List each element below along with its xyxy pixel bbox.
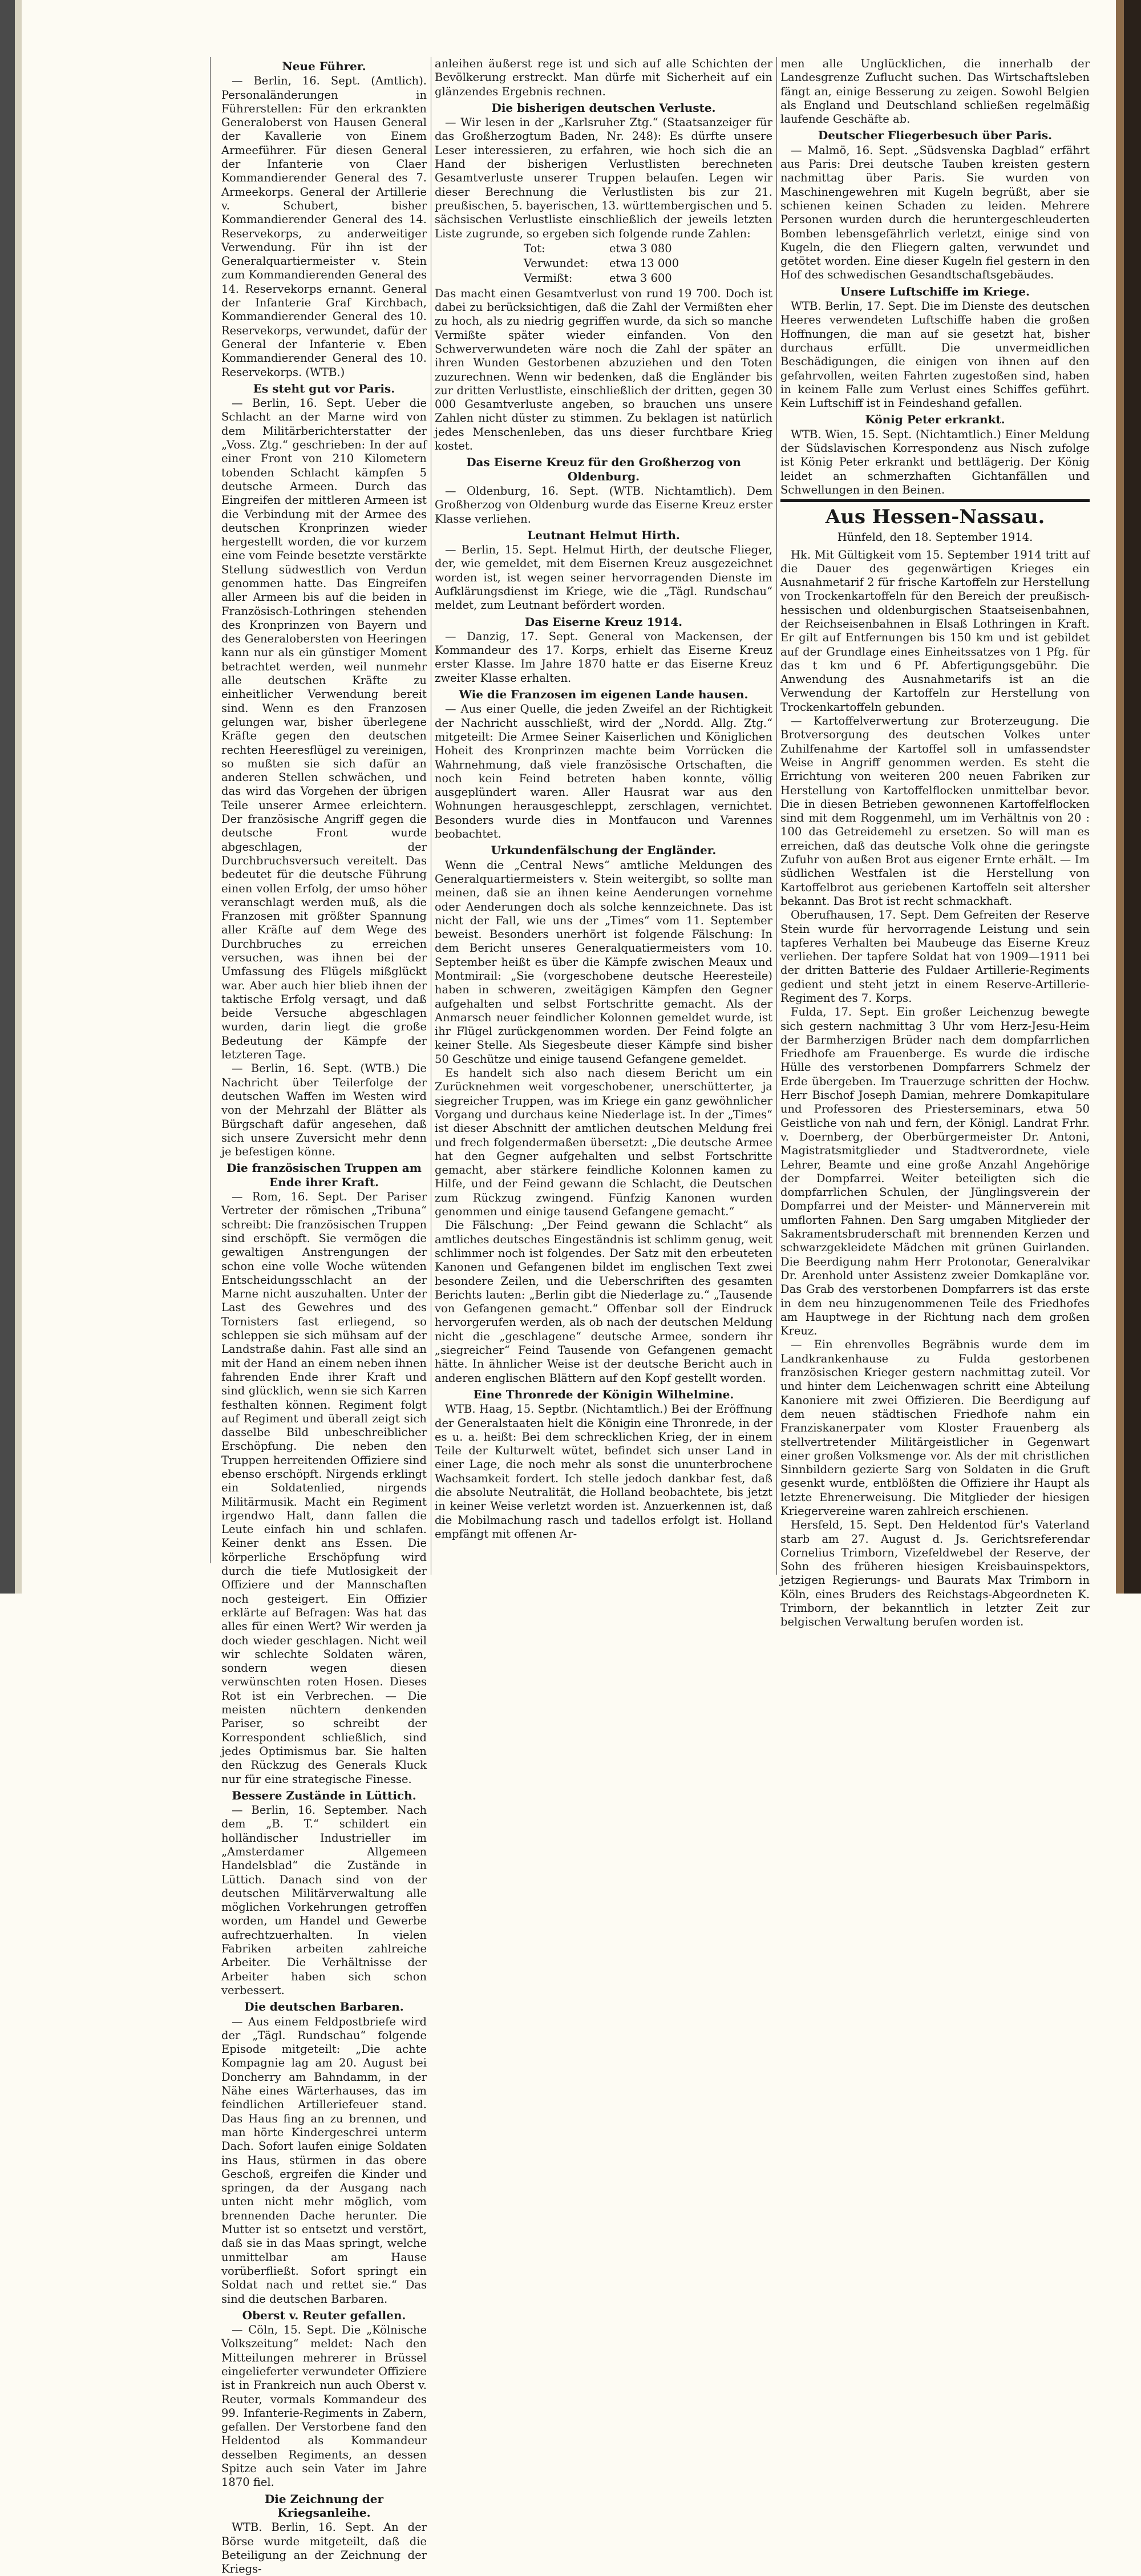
article-paragraph: — Cöln, 15. Sept. Die „Kölnische Volkszeitung“ meldet: Nach den Mitteilungen mehrerer in Brüssel eingelieferter verwundeter Offiziere ist in Frankreich nun auch Oberst v. Reuter, vormals Kommandeur des 99. Infanterie-Regiments in Zabern, gefallen. Der Verstorbene fand den Heldentod als Kommandeur desselben Regiments, an dessen Spitze auch sein Vater im Jahre 1870 fiel. [221,2323,427,2489]
article-headline: Die Zeichnung der Kriegsanleihe. [264,2492,384,2520]
article-paragraph: — Berlin, 16. Sept. (Amtlich). Personaländerungen in Führerstellen: Für den erkrankten Generaloberst von Hausen General der Kavallerie von Einem Armeeführer. Für diesen General der Infanterie von Claer Kommandierender General des 7. Armeekorps. General der Artillerie v. Schubert, bisher Kommandierender General des 14. Reservekorps, zu anderweitiger Verwendung. Für ihn ist der Generalquartiermeister v. Stein zum Kommandierenden General des 14. Reservekorps ernannt. General der Infanterie Graf Kirchbach, Kommandierender General des 10. Reservekorps, verwundet, dafür der General der Infanterie v. Eben Kommandierender General des 10. Reservekorps. (WTB.) [221,74,427,379]
article-paragraph: men alle Unglücklichen, die innerhalb der Landesgrenze Zuflucht suchen. Das Wirtschaftsleben fängt an, einige Besserung zu zeigen. Sowohl Belgien als England und Deutschland schließen regelmäßig laufende Geschäfte ab. [780,57,1090,126]
article-paragraph: WTB. Berlin, 16. Sept. An der Börse wurde mitgeteilt, daß die Beteiligung an der Zeichnung der Kriegs- [221,2521,427,2576]
article-paragraph: WTB. Wien, 15. Sept. (Nichtamtlich.) Einer Meldung der Südslavischen Korrespondenz aus Nisch zufolge ist König Peter erkrankt und bettlägerig. Der König leidet an schmerzhaften Gichtanfällen und Schwellungen in den Beinen. [780,427,1090,496]
article-paragraph: WTB. Haag, 15. Septbr. (Nichtamtlich.) Bei der Eröffnung der Generalstaaten hielt die Königin eine Thronrede, in der es u. a. heißt: Bei dem schrecklichen Krieg, der in einem Teile der Kulturwelt wütet, befindet sich unser Land in einer Lage, die noch mehr als sonst die ununterbrochene Wachsamkeit fordert. Ich stelle jedoch dankbar fest, daß die absolute Neutralität, die Holland beobachtete, bis jetzt in keiner Weise verletzt worden ist. Anzuerkennen ist, daß die Mobilmachung rasch und tadellos erfolgt ist. Holland empfängt mit offenen Ar- [435,1402,772,1540]
article-paragraph: — Oldenburg, 16. Sept. (WTB. Nichtamtlich). Dem Großherzog von Oldenburg wurde das Eiserne Kreuz erster Klasse verliehen. [435,484,772,525]
article-paragraph: Das macht einen Gesamtverlust von rund 19 700. Doch ist dabei zu berücksichtigen, daß die Zahl der Vermißten eher zu hoch, als zu niedrig gegriffen wurde, da sich so manche Vermißte später wieder einfanden. Von den Schwerverwundeten wäre noch die Zahl der später an ihren Wunden Gestorbenen abzuziehen und den Toten zuzurechnen. Wenn wir bedenken, daß die Engländer bis zur dritten Verlustliste, einschließlich der dritten, gegen 30 000 Gesamtverluste angeben, so brauchen uns unsere Zahlen nicht düster zu stimmen. Zu beklagen ist natürlich jedes Menschenleben, das uns dieser furchtbare Krieg kostet. [435,286,772,453]
casualty-value: etwa 3 600 [609,272,672,285]
column-3 [780,57,1090,1629]
column-rule [776,57,777,1575]
article-paragraph: Oberufhausen, 17. Sept. Dem Gefreiten der Reserve Stein wurde für hervorragende Leistung und sein tapferes Verhalten bei Maubeuge das Eiserne Kreuz verliehen. Der tapfere Soldat hat von 1909—1911 bei der dritten Batterie des Fuldaer Artillerie-Regiments gedient und steht jetzt in einem Reserve-Artillerie-Regiment des 7. Korps. [780,908,1090,1005]
article-paragraph: Die Fälschung: „Der Feind gewann die Schlacht“ als amtliches deutsches Eingeständnis ist schlimm genug, weit schlimmer noch ist folgendes. Der Satz mit den erbeuteten Kanonen und Gefangenen bildet im englischen Text zwei besondere Zeilen, und die Ueberschriften des gesamten Berichts lauten: „Berlin gibt die Niederlage zu.“ „Tausende von Gefangenen gemacht.“ Offenbar soll der Eindruck hervorgerufen werden, als ob nach der deutschen Meldung nicht die „geschlagene“ deutsche Armee, sondern ihr „siegreicher“ Feind Tausende von Gefangenen gemacht hätte. In ähnlicher Weise ist der deutsche Bericht auch in anderen englischen Blättern auf den Kopf gestellt worden. [435,1219,772,1385]
article-headline: Oberst v. Reuter gefallen. [242,2308,406,2322]
scan-border-right [1124,0,1141,1594]
article-paragraph: — Berlin, 16. Sept. Ueber die Schlacht an der Marne wird von dem Militärberichterstatter der „Voss. Ztg.“ geschrieben: In der auf einer Front von 210 Kilometern tobenden Schlacht kämpfen 5 deutsche Armeen. Durch das Eingreifen der mittleren Armeen ist die Verbindung mit der Armee des deutschen Kronprinzen wieder hergestellt worden, die vor kurzem eine vom Feinde besetzte verstärkte Stellung südwestlich von Verdun genommen hatte. Das Eingreifen aller Armeen bis auf die beiden in Französisch-Lothringen stehenden des Kronprinzen von Bayern und des Generalobersten von Heeringen kann nur als ein günstiger Moment betrachtet werden, weil nunmehr alle deutschen Kräfte zu einheitlicher Verwendung bereit sind. Wenn es den Franzosen gelungen war, bisher überlegene Kräfte gegen den deutschen rechten Heeresflügel zu vereinigen, so mußten sie sich dafür an anderen Stellen schwächen, und das wird das Vorgehen der übrigen Teile unserer Armee erleichtern. Der französische Angriff gegen die deutsche Front wurde abgeschlagen, der Durchbruchsversuch vereitelt. Das bedeutet für die deutsche Führung einen vollen Erfolg, der umso höher veranschlagt werden muß, als die Franzosen mit größter Spannung aller Kräfte auf dem Wege des Durchbruches zu erreichen versuchen, was ihnen bei der Umfassung des Flügels mißglückt war. Aber auch hier blieb ihnen der taktische Erfolg versagt, und daß beide Versuche abgeschlagen wurden, darin liegt die große Bedeutung der Kämpfe der letzteren Tage. [221,397,427,1062]
article-headline: Unsere Luftschiffe im Kriege. [840,284,1030,298]
article-paragraph: — Berlin, 16. Sept. (WTB.) Die Nachricht über Teilerfolge der deutschen Waffen im Westen wird von der Mehrzahl der Blätter als Bürgschaft dafür angesehen, daß sich unsere Zuversicht mehr denn je befestigen könne. [221,1062,427,1159]
article-paragraph: — Aus einem Feldpostbriefe wird der „Tägl. Rundschau“ folgende Episode mitgeteilt: „Die achte Kompagnie lag am 20. August bei Doncherry am Bahndamm, in der Nähe eines Wärterhauses, das im feindlichen Artilleriefeuer stand. Das Haus fing an zu brennen, und man hörte Kindergeschrei unterm Dach. Sofort laufen einige Soldaten ins Haus, stürmen in das obere Geschoß, ergreifen die Kinder und springen, da der Ausgang nach unten nicht mehr möglich, vom brennenden Dache herunter. Die Mutter ist so entsetzt und verstört, daß sie in das Maas springt, welche unmittelbar am Hause vorüberfließt. Sofort springt ein Soldat nach und rettet sie.“ Das sind die deutschen Barbaren. [221,2015,427,2306]
casualty-table-row [435,272,772,285]
article-paragraph: — Berlin, 15. Sept. Helmut Hirth, der deutsche Flieger, der, wie gemeldet, mit dem Eisernen Kreuz ausgezeichnet worden ist, ist wegen seiner hervorragenden Dienste im Aufklärungsdienst im Kriege, wie die „Tägl. Rundschau“ meldet, zum Leutnant befördert worden. [435,543,772,612]
article-headline: Das Eiserne Kreuz für den Großherzog von Oldenburg. [466,455,741,483]
article-paragraph: Hersfeld, 15. Sept. Den Heldentod für's Vaterland starb am 27. August d. Js. Gerichtsreferendar Cornelius Trimborn, Vizefeldwebel der Reserve, der Sohn des früheren hiesigen Kreisbauinspektors, jetzigen Regierungs- und Baurats Max Trimborn in Köln, eines Bruders des Reichstags-Abgeordneten K. Trimborn, der bekanntlich in letzter Zeit zur belgischen Verwaltung berufen worden ist. [780,1518,1090,1629]
article-paragraph: — Rom, 16. Sept. Der Pariser Vertreter der römischen „Tribuna“ schreibt: Die französischen Truppen sind erschöpft. Sie vermögen die gewaltigen Anstrengungen der schon eine volle Woche wütenden Entscheidungsschlacht an der Marne nicht auszuhalten. Unter der Last des Gewehres und des Tornisters fast erliegend, so schleppen sie sich mühsam auf der Landstraße dahin. Fast alle sind an mit der Hand an einem neben ihnen fahrenden Ende ihrer Kraft und sind glücklich, wenn sie sich Karren festhalten können. Regiment folgt auf Regiment und überall zeigt sich dasselbe Bild unbeschreiblicher Erschöpfung. Die neben den Truppen herreitenden Offiziere sind ebenso erschöpft. Nirgends erklingt ein Soldatenlied, nirgends Militärmusik. Macht ein Regiment irgendwo Halt, dann fallen die Leute einfach hin und schlafen. Keiner denkt ans Essen. Die körperliche Erschöpfung wird durch die tiefe Mutlosigkeit der Offiziere und der Mannschaften noch gesteigert. Ein Offizier erklärte auf Befragen: Was hat das alles für einen Wert? Wir werden ja doch wieder geschlagen. Nicht weil wir schlechte Soldaten wären, sondern wegen diesen verwünschten roten Hosen. Dieses Rot ist ein Verbrechen. — Die meisten nüchtern denkenden Pariser, so schreibt der Korrespondent schließlich, sind jedes Optimismus bar. Sie halten den Rückzug des Generals Kluck nur für eine strategische Finesse. [221,1190,427,1786]
article-headline: Bessere Zustände in Lüttich. [232,1788,416,1802]
article-headline: Urkundenfälschung der Engländer. [491,843,717,858]
article-headline: König Peter erkrankt. [865,413,1005,427]
article-paragraph: WTB. Berlin, 17. Sept. Die im Dienste des deutschen Heeres verwendeten Luftschiffe haben die großen Hoffnungen, die man auf sie gesetzt hat, bisher durchaus erfüllt. Die unvermeidlichen Beschädigungen, die einigen von ihnen auf den gefahrvollen, weiten Fahrten zugestoßen sind, haben in keinem Falle zum Verlust eines Schiffes geführt. Kein Luftschiff ist in Feindeshand gefallen. [780,300,1090,410]
article-headline: Wie die Franzosen im eigenen Lande hausen. [459,688,748,702]
article-paragraph: — Kartoffelverwertung zur Broterzeugung. Die Brotversorgung des deutschen Volkes unter Zuhilfenahme der Kartoffel soll in umfassendster Weise in Angriff genommen werden. Es steht die Errichtung von weiteren 200 neuen Fabriken zur Herstellung von Kartoffelflocken unmittelbar bevor. Die in diesen Betrieben gewonnenen Kartoffelflocken sind mit dem Roggenmehl, um im Verhältnis von 20 : 100 das Getreidemehl zu ersetzen. So will man es erreichen, daß das deutsche Volk ohne die geringste Zufuhr von außen Brot aus eigener Ernte erhält. — Im südlichen Westfalen ist die Herstellung von Kartoffelbrot aus geriebenen Kartoffeln seit altersher bekannt. Das Brot ist recht schmackhaft. [780,714,1090,908]
section-heading: Aus Hessen-Nassau. [780,499,1090,528]
article-paragraph: — Berlin, 16. September. Nach dem „B. T.“ schildert ein holländischer Industrieller im „Amsterdamer Allgemeen Handelsblad“ die Zustände in Lüttich. Danach sind von der deutschen Militärverwaltung alle möglichen Vorkehrungen getroffen worden, um Handel und Gewerbe aufrechtzuerhalten. In vielen Fabriken arbeiten zahlreiche Arbeiter. Die Verhältnisse der Arbeiter haben sich schon verbessert. [221,1803,427,1997]
section-dateline: Hünfeld, den 18. September 1914. [837,531,1033,544]
casualty-label: Verwundet: [524,257,589,270]
casualty-label: Tot: [524,241,545,255]
casualty-value: etwa 13 000 [609,257,679,270]
casualty-table-row [435,242,772,256]
margin-column [39,57,211,1563]
article-paragraph: — Aus einer Quelle, die jeden Zweifel an der Richtigkeit der Nachricht ausschließt, wird der „Nordd. Allg. Ztg.“ mitgeteilt: Die Armee Seiner Kaiserlichen und Königlichen Hoheit des Kronprinzen machte beim Vorrücken die Wahrnehmung, daß viele französische Ortschaften, die noch kein Feind betreten haben konnte, völlig ausgeplündert waren. Aller Hausrat war aus den Wohnungen herausgeschleppt, zerschlagen, vernichtet. Besonders wurde dies in Montfaucon und Varennes beobachtet. [435,702,772,841]
article-paragraph: — Malmö, 16. Sept. „Südsvenska Dagblad“ erfährt aus Paris: Drei deutsche Tauben kreisten gestern nachmittag über Paris. Sie wurden von Maschinengewehren mit Kugeln begrüßt, aber sie schienen keinen Schaden zu leiden. Mehrere Personen wurden durch die heruntergeschleuderten Bomben lebensgefährlich verletzt, einige sind von Kugeln, die den Fliegern galten, verwundet und getötet worden. Eine dieser Kugeln fiel gestern in den Hof des schwedischen Gesandtschaftsgebäudes. [780,143,1090,282]
article-headline: Die französischen Truppen am Ende ihrer Kraft. [226,1161,422,1189]
article-headline: Eine Thronrede der Königin Wilhelmine. [473,1387,734,1401]
article-paragraph: Fulda, 17. Sept. Ein großer Leichenzug bewegte sich gestern nachmittag 3 Uhr vom Herz-Jesu-Heim der Barmherzigen Brüder nach dem dompfarrlichen Friedhofe am Frauenberge. Es wurde die irdische Hülle des verstorbenen Dompfarrers Schmelz der Erde übergeben. Im Trauerzuge schritten der Hochw. Herr Bischof Joseph Damian, mehrere Domkapitulare und Professoren des Priesterseminars, etwa 50 Geistliche von nah und fern, der Königl. Landrat Frhr. v. Doernberg, der Oberbürgermeister Dr. Antoni, Magistratsmitglieder und Stadtverordnete, viele Lehrer, Beamte und eine große Anzahl Angehörige der Dompfarrei. Weiter beteiligten sich die dompfarrlichen Schulen, der Jünglingsverein der Dompfarrei und der Meister- und Männerverein mit umflorten Fahnen. Den Sarg umgaben Mitglieder der Sakramentsbruderschaft mit brennenden Kerzen und schwarzgekleidete Mädchen mit grünen Guirlanden. Die Beerdigung nahm Herr Protonotar, Generalvikar Dr. Arenhold unter Assistenz zweier Domkapläne vor. Das Grab des verstorbenen Dompfarrers ist das erste in dem neu hinzugenommenen Teile des Friedhofes am Hauptwege in der Richtung nach dem großen Kreuz. [780,1005,1090,1338]
column-2 [435,57,772,1575]
page-edge-right [1116,0,1124,1594]
article-headline: Die deutschen Barbaren. [244,2000,404,2014]
column-1 [221,57,427,2576]
article-paragraph: — Wir lesen in der „Karlsruher Ztg.“ (Staatsanzeiger für das Großherzogtum Baden, Nr. 248): Es dürfte unsere Leser interessieren, zu erfahren, wie hoch sich die an Hand der bisherigen Verlustlisten berechneten Gesamtverluste unserer Truppen belaufen. Legen wir dieser Berechnung die Verlustlisten bis zur 21. preußischen, 5. bayerischen, 13. württembergischen und 5. sächsischen Verlustliste einschließlich der jeweils letzten Liste zugrunde, so ergeben sich folgende runde Zahlen: [435,116,772,240]
page-edge-left [15,0,22,1594]
scan-border-left [0,0,15,1594]
article-headline: Es steht gut vor Paris. [253,381,395,395]
article-paragraph: Es handelt sich also nach diesem Bericht um ein Zurücknehmen weit vorgeschobener, unerschütterter, ja siegreicher Truppen, was im Kriege ein ganz gewöhnlicher Vorgang und durchaus keine Niederlage ist. In der „Times“ ist dieser Abschnitt der amtlichen deutschen Meldung frei und frech folgendermaßen übersetzt: „Die deutsche Armee hat den Gegner aufgehalten und selbst Fortschritte gemacht, aber stärkere feindliche Kolonnen kamen zu Hilfe, und der Feind gewann die Schlacht, die Deutschen zum Rückzug zwingend. Fünfzig Kanonen wurden genommen und einige tausend Gefangene gemacht.“ [435,1066,772,1219]
casualty-label: Vermißt: [524,272,573,285]
article-paragraph: Hk. Mit Gültigkeit vom 15. September 1914 tritt auf die Dauer des gegenwärtigen Krieges ein Ausnahmetarif 2 für frische Kartoffeln zur Herstellung von Trockenkartoffeln für den Bereich der preußisch-hessischen und oldenburgischen Staatseisenbahnen, der Reichseisenbahnen in Elsaß Lothringen in Kraft. Er gilt auf Entfernungen bis 150 km und ist gebildet auf der Grundlage eines Einheitssatzes von 1 Pfg. für das t km und 6 Pf. Abfertigungsgebühr. Die Anwendung des Ausnahmetarifs ist an die Verwendung der Kartoffeln zur Herstellung von Trockenkartoffeln gebunden. [780,548,1090,714]
article-paragraph: — Danzig, 17. Sept. General von Mackensen, der Kommandeur des 17. Korps, erhielt das Eiserne Kreuz erster Klasse. Im Jahre 1870 hatte er das Eiserne Kreuz zweiter Klasse erhalten. [435,629,772,685]
article-headline: Die bisherigen deutschen Verluste. [491,100,716,115]
article-paragraph: — Ein ehrenvolles Begräbnis wurde dem im Landkrankenhause zu Fulda gestorbenen französischen Krieger gestern nachmittag zuteil. Vor und hinter dem Leichenwagen schritt eine Abteilung Kanoniere mit zwei Offizieren. Die Beerdigung auf dem neuen städtischen Friedhofe nahm ein Franziskanerpater vom Kloster Frauenberg als stellvertretender Militärgeistlicher in Gegenwart einer großen Volksmenge vor. Als der mit christlichen Sinnbildern gezierte Sarg von Soldaten in die Gruft gesenkt wurde, entblößten die Offiziere ihr Haupt als letzte Ehrenerweisung. Die Mitglieder der hiesigen Kriegervereine waren zahlreich erschienen. [780,1338,1090,1518]
article-headline: Deutscher Fliegerbesuch über Paris. [818,128,1053,143]
article-paragraph: anleihen äußerst rege ist und sich auf alle Schichten der Bevölkerung erstreckt. Man dürfe mit Sicherheit auf ein glänzendes Ergebnis rechnen. [435,57,772,98]
article-headline: Das Eiserne Kreuz 1914. [524,614,683,629]
article-headline: Neue Führer. [282,59,366,73]
article-headline: Leutnant Helmut Hirth. [527,528,680,542]
casualty-value: etwa 3 080 [609,241,672,255]
casualty-table-row [435,257,772,270]
article-paragraph: Wenn die „Central News“ amtliche Meldungen des Generalquartiermeisters v. Stein weitergibt, so sollte man meinen, daß sie an ihnen keine Aenderungen vornehme oder Aenderungen doch als solche kennzeichnete. Das ist nicht der Fall, wie uns der „Times“ vom 11. September beweist. Besonders unerhört ist folgende Fälschung: In dem Bericht unseres Generalquatiermeisters vom 10. September heißt es über die Kämpfe zwischen Meaux und Montmirail: „Sie (vorgeschobene deutsche Heeresteile) haben in schweren, zweitägigen Kämpfen den Gegner aufgehalten und selbst Fortschritte gemacht. Als der Anmarsch neuer feindlicher Kolonnen gemeldet wurde, ist ihr Flügel zurückgenommen worden. Der Feind folgte an keiner Stelle. Als Siegesbeute dieser Kämpfe sind bisher 50 Geschütze und einige tausend Gefangene gemeldet. [435,858,772,1066]
